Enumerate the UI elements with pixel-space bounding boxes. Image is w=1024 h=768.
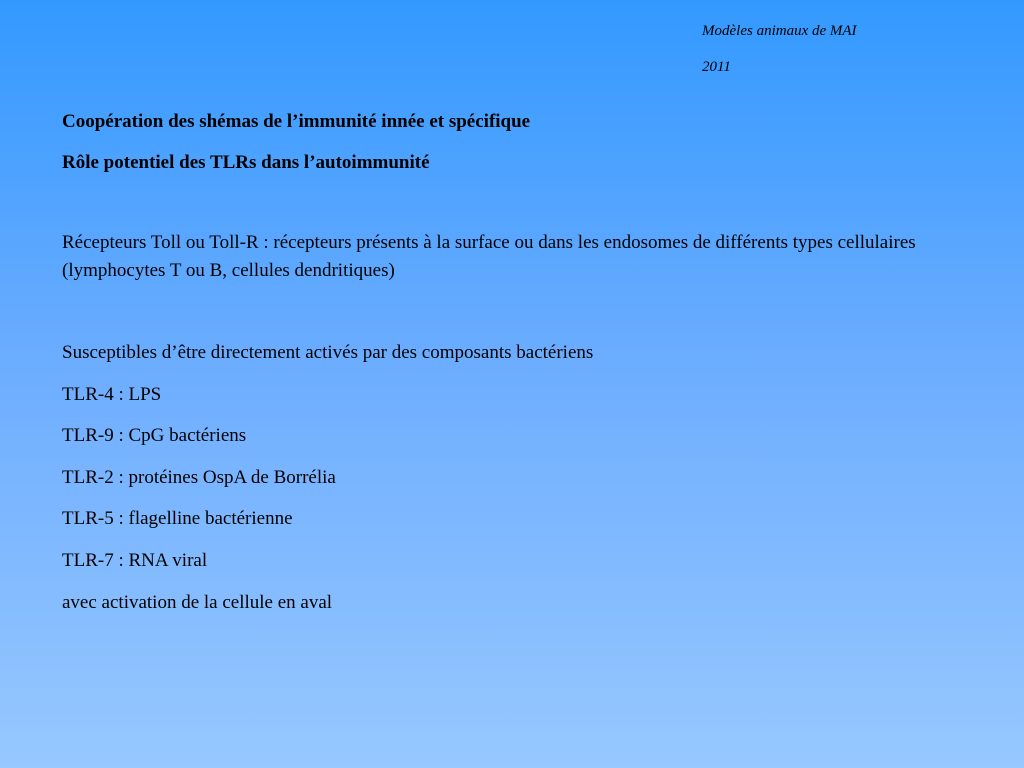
tlr-list (62, 340, 962, 631)
title-block (62, 110, 962, 175)
list-item: TLR-2 : protéines OspA de Borrélia (62, 466, 336, 488)
header-line-1: Modèles animaux de MAI (702, 23, 857, 39)
list-item: TLR-5 : flagelline bactérienne (62, 508, 293, 530)
intro-paragraph: Récepteurs Toll ou Toll-R : récepteurs présents à la surface ou dans les endosomes de différents types cellulaires (lymphocytes T ou B, cellules dendritiques) (62, 232, 916, 281)
header-line-2: 2011 (702, 59, 731, 75)
list-item: TLR-9 : CpG bactériens (62, 425, 247, 447)
header-note (702, 22, 962, 76)
title-line-2: Rôle potentiel des TLRs dans l’autoimmunité (62, 152, 430, 173)
title-line-1: Coopération des shémas de l’immunité innée et spécifique (62, 111, 531, 132)
list-item: TLR-4 : LPS (62, 383, 162, 405)
list-item: avec activation de la cellule en aval (62, 591, 333, 613)
list-item: Susceptibles d’être directement activés par des composants bactériens (62, 342, 594, 363)
list-item: TLR-7 : RNA viral (62, 549, 208, 571)
